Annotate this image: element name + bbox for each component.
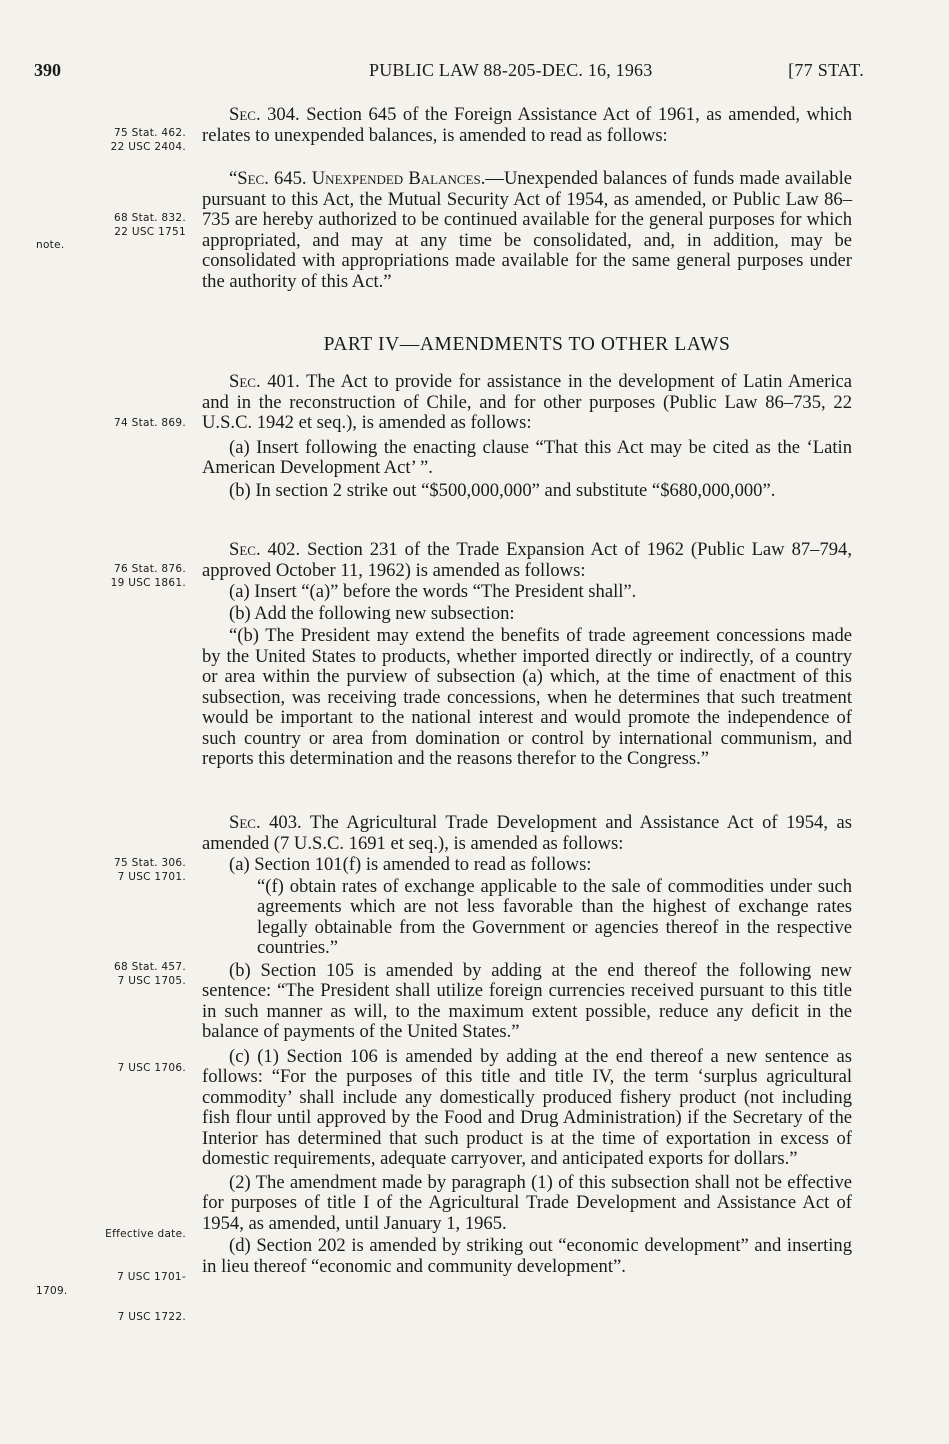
section-text: The Agricultural Trade Development and Assistance Act of 1954, as amended (7 U.S.C. 1691 et seq.), is amended as follows: — [202, 812, 852, 854]
section-304 — [202, 105, 852, 146]
margin-note: 7 USC 1701- 1709. — [36, 1271, 186, 1297]
margin-note: 68 Stat. 457. 7 USC 1705. — [114, 961, 186, 987]
section-text: Section 231 of the Trade Expansion Act of 1962 (Public Law 87–794, approved October 11, 1962) is amended as follows: — [202, 539, 852, 581]
section-403-b: (b) Section 105 is amended by adding at the end thereof the following new sentence: “The President shall utilize foreign currencies received pursuant to this title in such manner as will, to the maximum extent possible, reduce any deficit in the balance of payments of the United States.” — [202, 959, 852, 1042]
section-403-c1: (c) (1) Section 106 is amended by adding at the end thereof a new sentence as follows: “For the purposes of this title and title IV, the term ‘surplus agricultural commodity’ shall include any domestically produced fishery product (not including fish flour until approved by the Food and Drug Administration) if the Secretary of the Interior has determined that such product is at the time of exportation in excess of domestic requirements, adequate carryover, and anticipated exports for dollars.” — [202, 1045, 852, 1169]
section-403-d: (d) Section 202 is amended by striking out “economic development” and inserting in lieu thereof “economic and community development”. — [202, 1235, 852, 1277]
margin-note: 76 Stat. 876. 19 USC 1861. — [110, 563, 186, 589]
margin-note: 75 Stat. 462. 22 USC 2404. — [110, 127, 186, 153]
section-403 — [202, 813, 852, 1277]
page-header — [34, 60, 864, 86]
section-403-c2: (2) The amendment made by paragraph (1) of this subsection shall not be effective for purposes of title I of the Agricultural Trade Development and Assistance Act of 1954, as amended, until January 1, 1965. — [202, 1171, 852, 1234]
section-label: “Sec. 645. Unexpended Balances. — [229, 168, 486, 189]
section-402-b-quote: “(b) The President may extend the benefits of trade agreement concessions made by the United States to products, whether imported directly or indirectly, of a country or area within the purview of subsection (a) which, at the time of enactment of this subsection, was receiving trade concessions, when he determines that such treatment would be important to the national interest and would promote the independence of such country or area from domination or control by international communism, and reports this determination and the reasons therefor to the Congress.” — [202, 625, 852, 769]
section-label: Sec. 401. — [229, 371, 300, 392]
section-label: Sec. 403. — [229, 812, 302, 833]
margin-note: 75 Stat. 306. 7 USC 1701. — [114, 857, 186, 883]
margin-note: 7 USC 1722. — [117, 1311, 186, 1323]
part-heading: PART IV—AMENDMENTS TO OTHER LAWS — [323, 334, 731, 355]
section-402 — [202, 540, 852, 770]
section-403-a-quote: “(f) obtain rates of exchange applicable to the sale of commodities under such agreements which are not less favorable than the highest of exchange rates legally obtainable from the Government or agencies thereof in the respective countries.” — [257, 875, 852, 958]
running-head: PUBLIC LAW 88-205-DEC. 16, 1963 — [369, 60, 653, 80]
section-401-a: (a) Insert following the enacting clause “That this Act may be cited as the ‘Latin American Development Act’ ”. — [202, 436, 852, 478]
section-label: Sec. 304. — [229, 104, 300, 125]
section-401 — [202, 372, 852, 501]
section-402-a: (a) Insert “(a)” before the words “The President shall”. — [229, 581, 637, 602]
margin-note: 68 Stat. 832. 22 USC 1751 note. — [36, 212, 186, 251]
margin-note: 74 Stat. 869. — [114, 417, 186, 429]
section-text: —Unexpended balances of funds made available pursuant to this Act, the Mutual Security Act of 1954, as amended, or Public Law 86–735 are hereby authorized to be continued available for the general purposes for which appropriated, and may at any time be consolidated, and, in addition, may be consolidated with appropriations made available for the same general purposes under the authority of this Act.” — [202, 168, 852, 292]
section-label: Sec. 402. — [229, 539, 301, 560]
section-403-a: (a) Section 101(f) is amended to read as follows: — [229, 854, 592, 875]
section-text: The Act to provide for assistance in the development of Latin America and in the reconstruction of Chile, and for other purposes (Public Law 86–735, 22 U.S.C. 1942 et seq.), is amended as follows: — [202, 371, 852, 433]
section-text: Section 645 of the Foreign Assistance Act of 1961, as amended, which relates to unexpended balances, is amended to read as follows: — [202, 104, 852, 146]
section-401-b: (b) In section 2 strike out “$500,000,000” and substitute “$680,000,000”. — [229, 479, 776, 501]
margin-note: Effective date. — [105, 1228, 186, 1240]
margin-note: 7 USC 1706. — [117, 1062, 186, 1074]
section-645-quote — [202, 169, 852, 292]
page-number: 390 — [34, 60, 61, 80]
section-402-b: (b) Add the following new subsection: — [229, 602, 515, 624]
volume-statute: [77 STAT. — [788, 60, 864, 80]
